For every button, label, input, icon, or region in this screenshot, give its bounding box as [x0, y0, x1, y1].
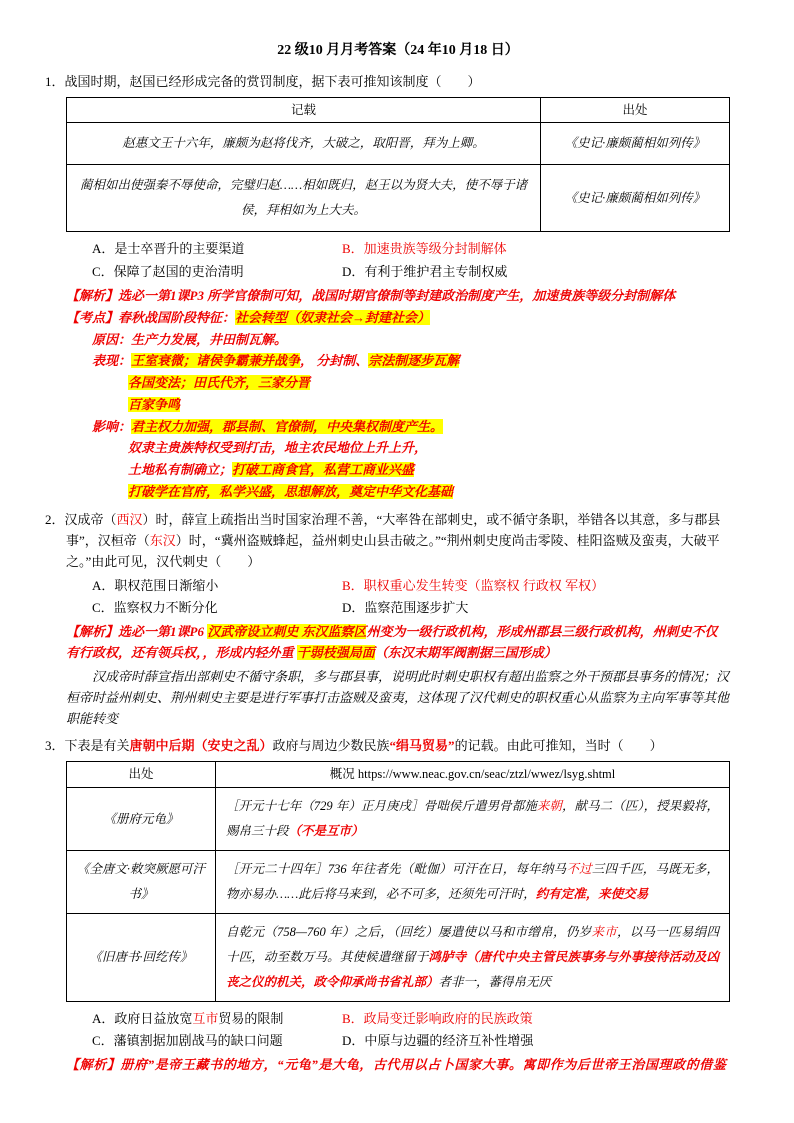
page-title: 22 级10 月月考答案（24 年10 月18 日） — [277, 43, 519, 58]
q2-option-d: D．监察范围逐步扩大 — [342, 600, 469, 616]
record-cell: 赵惠文王十六年，廉颇为赵将伐齐，大破之，取阳晋，拜为上卿。 — [67, 123, 541, 165]
keypoint-performance-line — [92, 351, 730, 372]
question-1 — [45, 71, 730, 503]
q2-option-a: A．职权范围日渐缩小 — [92, 578, 219, 594]
impact-label: 影响： — [92, 418, 132, 434]
table-row — [67, 165, 730, 232]
option-text: A．政府日益放宽 — [92, 1011, 193, 1027]
keypoint-performance-line-2 — [128, 373, 730, 394]
column-header-source: 出处 — [541, 97, 730, 123]
q3-analysis — [66, 1054, 730, 1075]
cell-text: ［开元十七年（729 年）正月庚戌］骨咄侯斤遣男骨都施 — [226, 799, 537, 814]
q3-option-a — [92, 1008, 342, 1030]
stem-red-tang-period: 唐朝中后期（安史之乱） — [129, 738, 273, 754]
question-2 — [45, 509, 730, 730]
performance-highlight-2: 宗法制逐步瓦解 — [368, 353, 460, 369]
q2-option-b-answer: B．职权重心发生转变（监察权 行政权 军权） — [342, 578, 605, 594]
table-row — [67, 788, 730, 851]
q3-option-b-answer: B．政局变迁影响政府的民族政策 — [342, 1011, 533, 1027]
record-cell: 蔺相如出使强秦不辱使命，完璧归赵……相如既归，赵王以为贤大夫，使不辱于诸侯，拜相如为上大夫。 — [67, 165, 541, 232]
performance-line-3-text: 百家争鸣 — [128, 396, 181, 412]
column-header-source: 出处 — [67, 762, 216, 788]
question-2-stem — [45, 509, 730, 572]
analysis-text: 册府”是帝王藏书的地方，“元龟”是大龟，古代用以占卜国家大事。寓即作为后世帝王治国理政的借鉴 — [120, 1057, 727, 1073]
source-cell: 《全唐文·敕突厥愿可汗书》 — [67, 851, 216, 914]
analysis-label: 【解析】 — [66, 624, 119, 640]
question-3-stem — [45, 735, 730, 756]
source-cell: 《史记·廉颇蔺相如列传》 — [541, 123, 730, 165]
keypoint-impact-line-4 — [128, 482, 730, 503]
q1-options-row-1 — [92, 238, 730, 260]
cell-text: ，献马二（匹），授果毅将，赐帛三十段 — [226, 799, 719, 839]
stem-text: ）时，薛宣上疏指出当时国家治理不善，“大率咎在部刺史，或不循守条职，举错各以其意，多与郡县事”，汉桓帝（ — [66, 511, 721, 548]
option-text: 贸易的限制 — [218, 1011, 284, 1027]
analysis-highlight-2: 干弱枝强局面 — [296, 645, 375, 661]
q3-option-d: D．中原与边疆的经济互补性增强 — [342, 1033, 534, 1049]
cell-text: ［开元二十四年］736 年往者先（毗伽）可汗在日，每年纳马 — [226, 862, 567, 877]
cell-red-text: 来市 — [591, 925, 617, 940]
table-header-row — [67, 762, 730, 788]
stem-text: 2．汉成帝（ — [45, 511, 117, 527]
keypoint-label: 【考点】 — [66, 309, 119, 325]
cell-red-bold-text: 约有定准，来使交易 — [535, 887, 649, 902]
analysis-text: 选必一第1课P6 — [118, 624, 208, 640]
keypoint-title-line — [66, 308, 730, 329]
stem-text: ）时，“冀州盗贼蜂起，益州刺史山县击破之。”“荆州刺史度尚击零陵、桂阳盗贼及蛮夷，大破平之。”由此可见，汉代刺史（ ） — [66, 532, 720, 569]
cell-text: 三四千匹，马既无多，物亦易办……此后将马来到，必不可多，还须先可汗时， — [226, 862, 719, 902]
performance-mid: ， 分封制、 — [300, 353, 369, 369]
performance-highlight-1: 王室衰微；诸侯争霸兼并战争 — [131, 353, 301, 369]
overview-cell — [216, 788, 730, 851]
impact-line-2-text: 奴隶主贵族特权受到打击，地主农民地位上升上升， — [128, 440, 428, 456]
q1-keypoint-block — [66, 308, 730, 503]
cause-text: 生产力发展，井田制瓦解。 — [131, 331, 288, 347]
keypoint-impact-line-3 — [128, 460, 730, 481]
question-3-table — [66, 761, 730, 1002]
analysis-text: 州变为一级行政机构，形成州郡县三级行政机构，州刺史不仅有行政权，还有领兵权，，形成内轻外重 — [66, 624, 718, 661]
cell-text: 自乾元（758—760 年）之后，（回纥）屡遣使以马和市缯帛，仍岁 — [226, 925, 592, 940]
keypoint-prefix: 春秋战国阶段特征： — [118, 309, 236, 325]
stem-text: 的记载。由此可推知，当时（ ） — [454, 738, 663, 754]
q2-options-row-1 — [92, 575, 730, 597]
impact-highlight: 君主权力加强，郡县制、官僚制，中央集权制度产生。 — [131, 418, 444, 434]
stem-red-silk-horse-trade: “绢马贸易” — [389, 738, 455, 754]
cause-label: 原因： — [92, 331, 132, 347]
column-header-record: 记载 — [67, 97, 541, 123]
overview-cell — [216, 914, 730, 1002]
table-row — [67, 851, 730, 914]
keypoint-highlight: 社会转型（奴隶社会→封建社会） — [235, 309, 431, 325]
q1-option-d: D．有利于维护君主专制权威 — [342, 263, 508, 279]
keypoint-cause-line — [92, 330, 730, 351]
performance-label: 表现： — [92, 353, 132, 369]
cell-text: ，以马一匹易绢四十匹，动至数万马。其使候遣继留于 — [226, 925, 719, 965]
q3-options-row-2 — [92, 1030, 730, 1052]
analysis-label: 【解析】 — [66, 1057, 121, 1073]
option-red-text: 互市 — [192, 1011, 219, 1027]
question-3 — [45, 735, 730, 1075]
cell-red-bold-text: （不是互市） — [288, 824, 364, 839]
q2-explanation: 汉成帝时薛宣指出部刺史不循守条职，多与郡县事，说明此时刺史职权有超出监察之外干预郡县事务的情况；汉桓帝时益州刺史、荆州刺史主要是进行军事打击盗贼及蛮夷，这体现了汉代刺史的职权重心从监察为主向军事等其他职能转变 — [66, 669, 730, 727]
overview-label: 概况 — [329, 767, 355, 782]
table-row — [67, 123, 730, 165]
cell-red-bold-text: 鸿胪寺（唐代中央主管民族事务与外事接待活动及凶丧之仪的机关，政令仰承尚书省礼部） — [226, 950, 719, 990]
q3-options-row-1 — [92, 1008, 730, 1030]
cell-red-text: 来朝 — [536, 799, 562, 814]
q2-options-row-2 — [92, 597, 730, 619]
keypoint-impact-line — [92, 417, 730, 438]
source-cell: 《旧唐书·回纥传》 — [67, 914, 216, 1002]
stem-red-eastern-han: 东汉 — [149, 532, 176, 548]
analysis-text: 选必一第1课P3 所学官僚制可知，战国时期官僚制等封建政治制度产生，加速贵族等级分封制解体 — [118, 287, 676, 303]
table-row — [67, 914, 730, 1002]
cell-red-text: 不过 — [566, 862, 592, 877]
q1-option-b-answer: B．加速贵族等级分封制解体 — [342, 241, 507, 257]
source-cell: 《史记·廉颇蔺相如列传》 — [541, 165, 730, 232]
stem-text: 3．下表是有关 — [45, 738, 130, 754]
q2-analysis — [66, 621, 730, 663]
cell-text: 者非一，蕃得帛无厌 — [438, 975, 552, 990]
keypoint-performance-line-3 — [128, 395, 730, 416]
q1-analysis — [66, 285, 730, 306]
q2-option-c: C．监察权力不断分化 — [92, 600, 218, 616]
table-header-row — [67, 97, 730, 123]
question-1-stem: 1．战国时期，赵国已经形成完备的赏罚制度，据下表可推知该制度（ ） — [45, 73, 481, 89]
q3-option-c: C．藩镇割据加剧战马的缺口问题 — [92, 1033, 283, 1049]
impact-line-3-highlight: 打破工商食官，私营工商业兴盛 — [232, 462, 415, 478]
overview-cell — [216, 851, 730, 914]
source-cell: 《册府元龟》 — [67, 788, 216, 851]
q1-options-row-2 — [92, 261, 730, 283]
q1-option-a: A．是士卒晋升的主要渠道 — [92, 241, 245, 257]
stem-text: 政府与周边少数民族 — [272, 738, 390, 754]
stem-red-western-han: 西汉 — [116, 511, 143, 527]
impact-line-4-text: 打破学在官府，私学兴盛，思想解放，奠定中华文化基础 — [128, 484, 454, 500]
analysis-highlight-1: 汉武帝设立刺史 东汉监察区 — [207, 624, 367, 640]
question-1-table — [66, 97, 730, 233]
overview-url: https://www.neac.gov.cn/seac/ztzl/wwez/lsyg.shtml — [357, 767, 616, 782]
performance-line-2-text: 各国变法；田氏代齐，三家分晋 — [128, 375, 311, 391]
analysis-label: 【解析】 — [66, 287, 119, 303]
analysis-text: （东汉末期军阀割据三国形成） — [374, 645, 557, 661]
impact-line-3-plain: 土地私有制确立； — [128, 462, 233, 478]
keypoint-impact-line-2 — [128, 438, 730, 459]
q1-option-c: C．保障了赵国的吏治清明 — [92, 263, 244, 279]
column-header-overview — [216, 762, 730, 788]
